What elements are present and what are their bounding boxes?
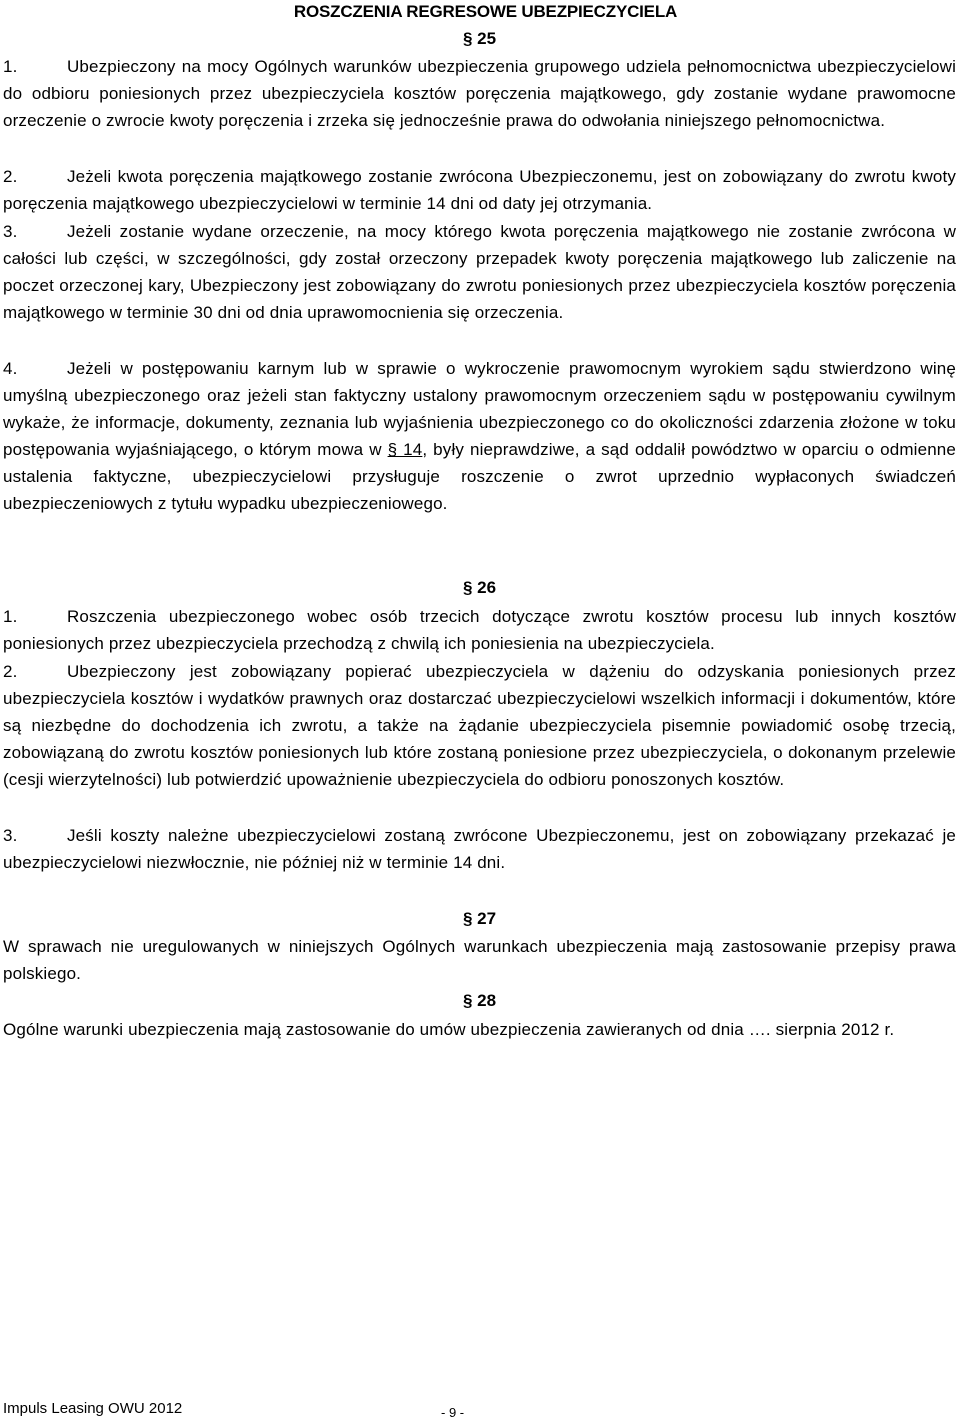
paragraph-number: 2. bbox=[3, 167, 18, 186]
paragraph-text: Jeżeli zostanie wydane orzeczenie, na mocy którego kwota poręczenia majątkowego nie zostanie zwrócona w całości lub części, w szczególności, gdy został orzeczony przepadek kwoty poręczenia majątkowego lub zaliczenie na poczet orzeczonej kary, Ubezpieczony jest zobowiązany do zwrotu poniesionych przez ubezpieczyciela kosztów poręczenia majątkowego w terminie 30 dni od dnia uprawomocnienia się orzeczenia. bbox=[3, 222, 956, 322]
paragraph-text: Jeżeli w postępowaniu karnym lub w sprawie o wykroczenie prawomocnym wyrokiem sądu stwierdzono winę umyślną ubezpieczonego oraz jeżeli stan faktyczny ustalony prawomocnym orzeczeniem sądu w postępowaniu cywilnym wykaże, że informacje, dokumenty, zeznania lub wyjaśnienia ubezpieczonego co do okoliczności zdarzenia złożone w toku postępowania wyjaśniającego, o którym mowa w bbox=[3, 359, 956, 459]
paragraph-text: Ubezpieczony jest zobowiązany popierać ubezpieczyciela w dążeniu do odzyskania poniesionych przez ubezpieczyciela kosztów i wydatków prawnych oraz dostarczać ubezpieczycielowi wszelkich informacji i dokumentów, które są niezbędne do dochodzenia ich zwrotu, a także na żądanie ubezpieczyciela pisemnie powiadomić osobę trzecią, zobowiązaną do zwrotu kosztów poniesionych lub które zostaną poniesione przez ubezpieczyciela, o dokonanym przelewie (cesji wierzytelności) lub potwierdzić upoważnienie ubezpieczyciela do odbioru ponoszonych kosztów. bbox=[3, 662, 956, 789]
paragraph-text: Jeżeli kwota poręczenia majątkowego zostanie zwrócona Ubezpieczonemu, jest on zobowiązany do zwrotu kwoty poręczenia majątkowego ubezpieczycielowi w terminie 14 dni od daty jej otrzymania. bbox=[3, 167, 956, 213]
paragraph-text: W sprawach nie uregulowanych w niniejszych Ogólnych warunkach ubezpieczenia mają zastosowanie przepisy prawa polskiego. bbox=[3, 937, 956, 983]
paragraph-number: 1. bbox=[3, 57, 18, 76]
paragraph-25-2 bbox=[3, 163, 956, 217]
paragraph-26-2 bbox=[3, 658, 956, 793]
paragraph-25-1 bbox=[3, 53, 956, 134]
paragraph-number: 3. bbox=[3, 222, 18, 241]
paragraph-number: 3. bbox=[3, 826, 18, 845]
paragraph-text: Roszczenia ubezpieczonego wobec osób trzecich dotyczące zwrotu kosztów procesu lub innych kosztów poniesionych przez ubezpieczyciela przechodzą z chwilą ich poniesienia na ubezpieczyciela. bbox=[3, 607, 956, 653]
paragraph-text: Ogólne warunki ubezpieczenia mają zastosowanie do umów ubezpieczenia zawieranych od dnia …. sierpnia 2012 r. bbox=[3, 1020, 895, 1039]
paragraph-28 bbox=[3, 1016, 956, 1043]
section-heading-27: § 27 bbox=[462, 909, 497, 928]
paragraph-27 bbox=[3, 933, 956, 987]
document-title: ROSZCZENIA REGRESOWE UBEZPIECZYCIELA bbox=[293, 2, 678, 21]
paragraph-text: Jeśli koszty należne ubezpieczycielowi zostaną zwrócone Ubezpieczonemu, jest on zobowiązany przekazać je ubezpieczycielowi niezwłocznie, nie później niż w terminie 14 dni. bbox=[3, 826, 956, 872]
paragraph-text-continued: , były nieprawdziwe, a sąd oddalił powództwo w oparciu o odmienne ustalenia faktyczne, ubezpieczycielowi przysługuje roszczenie o zwrot uprzednio wypłaconych świadczeń ubezpieczeniowych z tytułu wypadku ubezpieczeniowego. bbox=[3, 440, 957, 513]
paragraph-26-3 bbox=[3, 822, 956, 876]
footer-page-number: - 9 - bbox=[441, 1405, 465, 1420]
paragraph-number: 4. bbox=[3, 359, 18, 378]
footer-document-name: Impuls Leasing OWU 2012 bbox=[3, 1400, 183, 1417]
section-heading-26: § 26 bbox=[462, 578, 497, 597]
paragraph-25-4 bbox=[3, 355, 956, 517]
paragraph-25-3 bbox=[3, 218, 956, 326]
paragraph-text: Ubezpieczony na mocy Ogólnych warunków ubezpieczenia grupowego udziela pełnomocnictwa ubezpieczycielowi do odbioru poniesionych przez ubezpieczyciela kosztów poręczenia majątkowego, gdy zostanie wydane prawomocne orzeczenie o zwrocie kwoty poręczenia i zrzeka się jednocześnie prawa do odwołania niniejszego pełnomocnictwa. bbox=[3, 57, 956, 130]
paragraph-number: 2. bbox=[3, 662, 18, 681]
section-heading-28: § 28 bbox=[462, 991, 497, 1010]
paragraph-26-1 bbox=[3, 603, 956, 657]
paragraph-number: 1. bbox=[3, 607, 18, 626]
section-heading-25: § 25 bbox=[462, 29, 497, 48]
section-reference-link[interactable]: § 14 bbox=[387, 440, 423, 459]
